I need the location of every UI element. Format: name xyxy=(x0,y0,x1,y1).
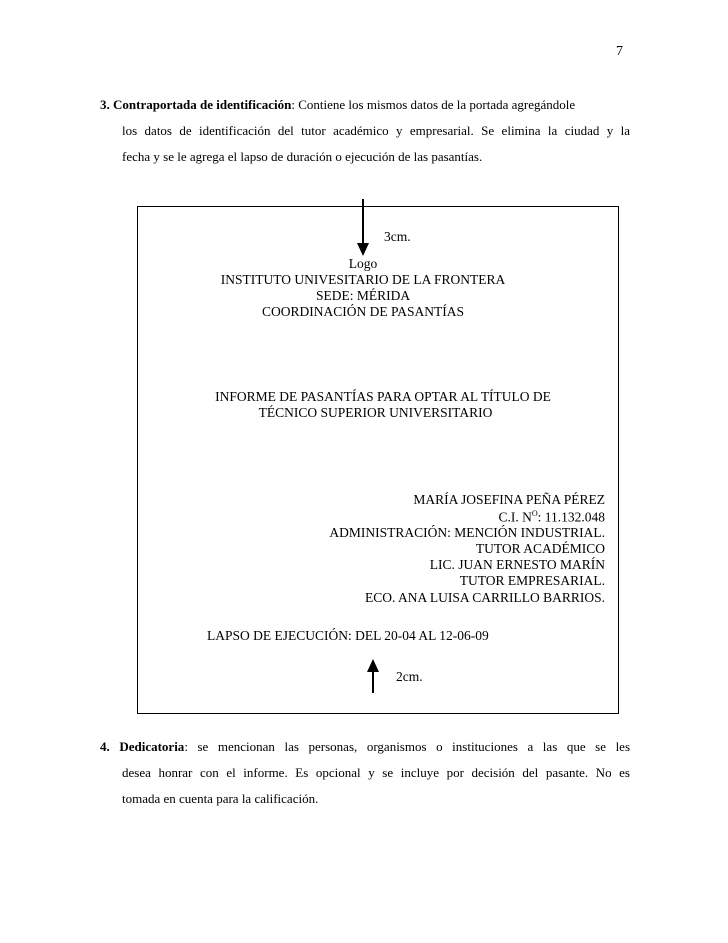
section-4-title: Dedicatoria xyxy=(119,739,185,754)
section-4-paragraph xyxy=(100,734,630,812)
execution-period: LAPSO DE EJECUCIÓN: DEL 20-04 AL 12-06-09 xyxy=(207,628,489,643)
section-4-line-2: desea honrar con el informe. Es opcional y se incluye por decisión del pasante. No es xyxy=(122,765,630,780)
program-name: ADMINISTRACIÓN: MENCIÓN INDUSTRIAL. xyxy=(329,525,605,540)
section-3-paragraph xyxy=(100,92,630,170)
section-3-title: Contraportada de identificación xyxy=(113,97,292,112)
section-3-number: 3. xyxy=(100,97,110,112)
top-margin-arrow-line xyxy=(362,199,364,243)
student-id-value: : 11.132.048 xyxy=(537,509,605,525)
section-4-first-line xyxy=(100,734,630,760)
section-3-first-line xyxy=(100,92,630,118)
campus-name: SEDE: MÉRIDA xyxy=(315,288,411,303)
section-3-line-2: los datos de identificación del tutor académico y empresarial. Se elimina la ciudad y la xyxy=(122,123,630,138)
institute-name: INSTITUTO UNIVESITARIO DE LA FRONTERA xyxy=(220,272,506,287)
business-tutor-label: TUTOR EMPRESARIAL. xyxy=(459,573,605,588)
page-number: 7 xyxy=(616,44,623,59)
section-3-line-3: fecha y se le agrega el lapso de duración o ejecución de las pasantías. xyxy=(122,149,483,164)
student-id xyxy=(498,509,605,526)
top-margin-label: 3cm. xyxy=(384,229,411,244)
logo-placeholder: Logo xyxy=(348,256,378,271)
section-4-line-3: tomada en cuenta para la calificación. xyxy=(122,791,319,806)
report-title-line-2: TÉCNICO SUPERIOR UNIVERSITARIO xyxy=(258,405,493,420)
section-3-line1-text: : Contiene los mismos datos de la portada agregándole xyxy=(291,97,576,112)
report-title-line-1: INFORME DE PASANTÍAS PARA OPTAR AL TÍTULO DE xyxy=(215,389,551,404)
section-4-line1-text: : se mencionan las personas, organismos o instituciones a las que se les xyxy=(184,739,631,754)
academic-tutor-name: LIC. JUAN ERNESTO MARÍN xyxy=(429,557,605,572)
bottom-margin-arrow-line xyxy=(372,671,374,693)
top-margin-arrow-icon xyxy=(357,243,369,256)
bottom-margin-label: 2cm. xyxy=(396,669,423,684)
business-tutor-name: ECO. ANA LUISA CARRILLO BARRIOS. xyxy=(364,590,605,605)
section-4-number: 4. xyxy=(100,739,110,754)
academic-tutor-label: TUTOR ACADÉMICO xyxy=(475,541,605,556)
student-id-superscript: O xyxy=(531,509,538,518)
student-id-label: C.I. N xyxy=(498,509,532,525)
coordination-name: COORDINACIÓN DE PASANTÍAS xyxy=(261,304,465,319)
cover-page-frame xyxy=(137,206,619,714)
student-name: MARÍA JOSEFINA PEÑA PÉREZ xyxy=(413,492,605,507)
